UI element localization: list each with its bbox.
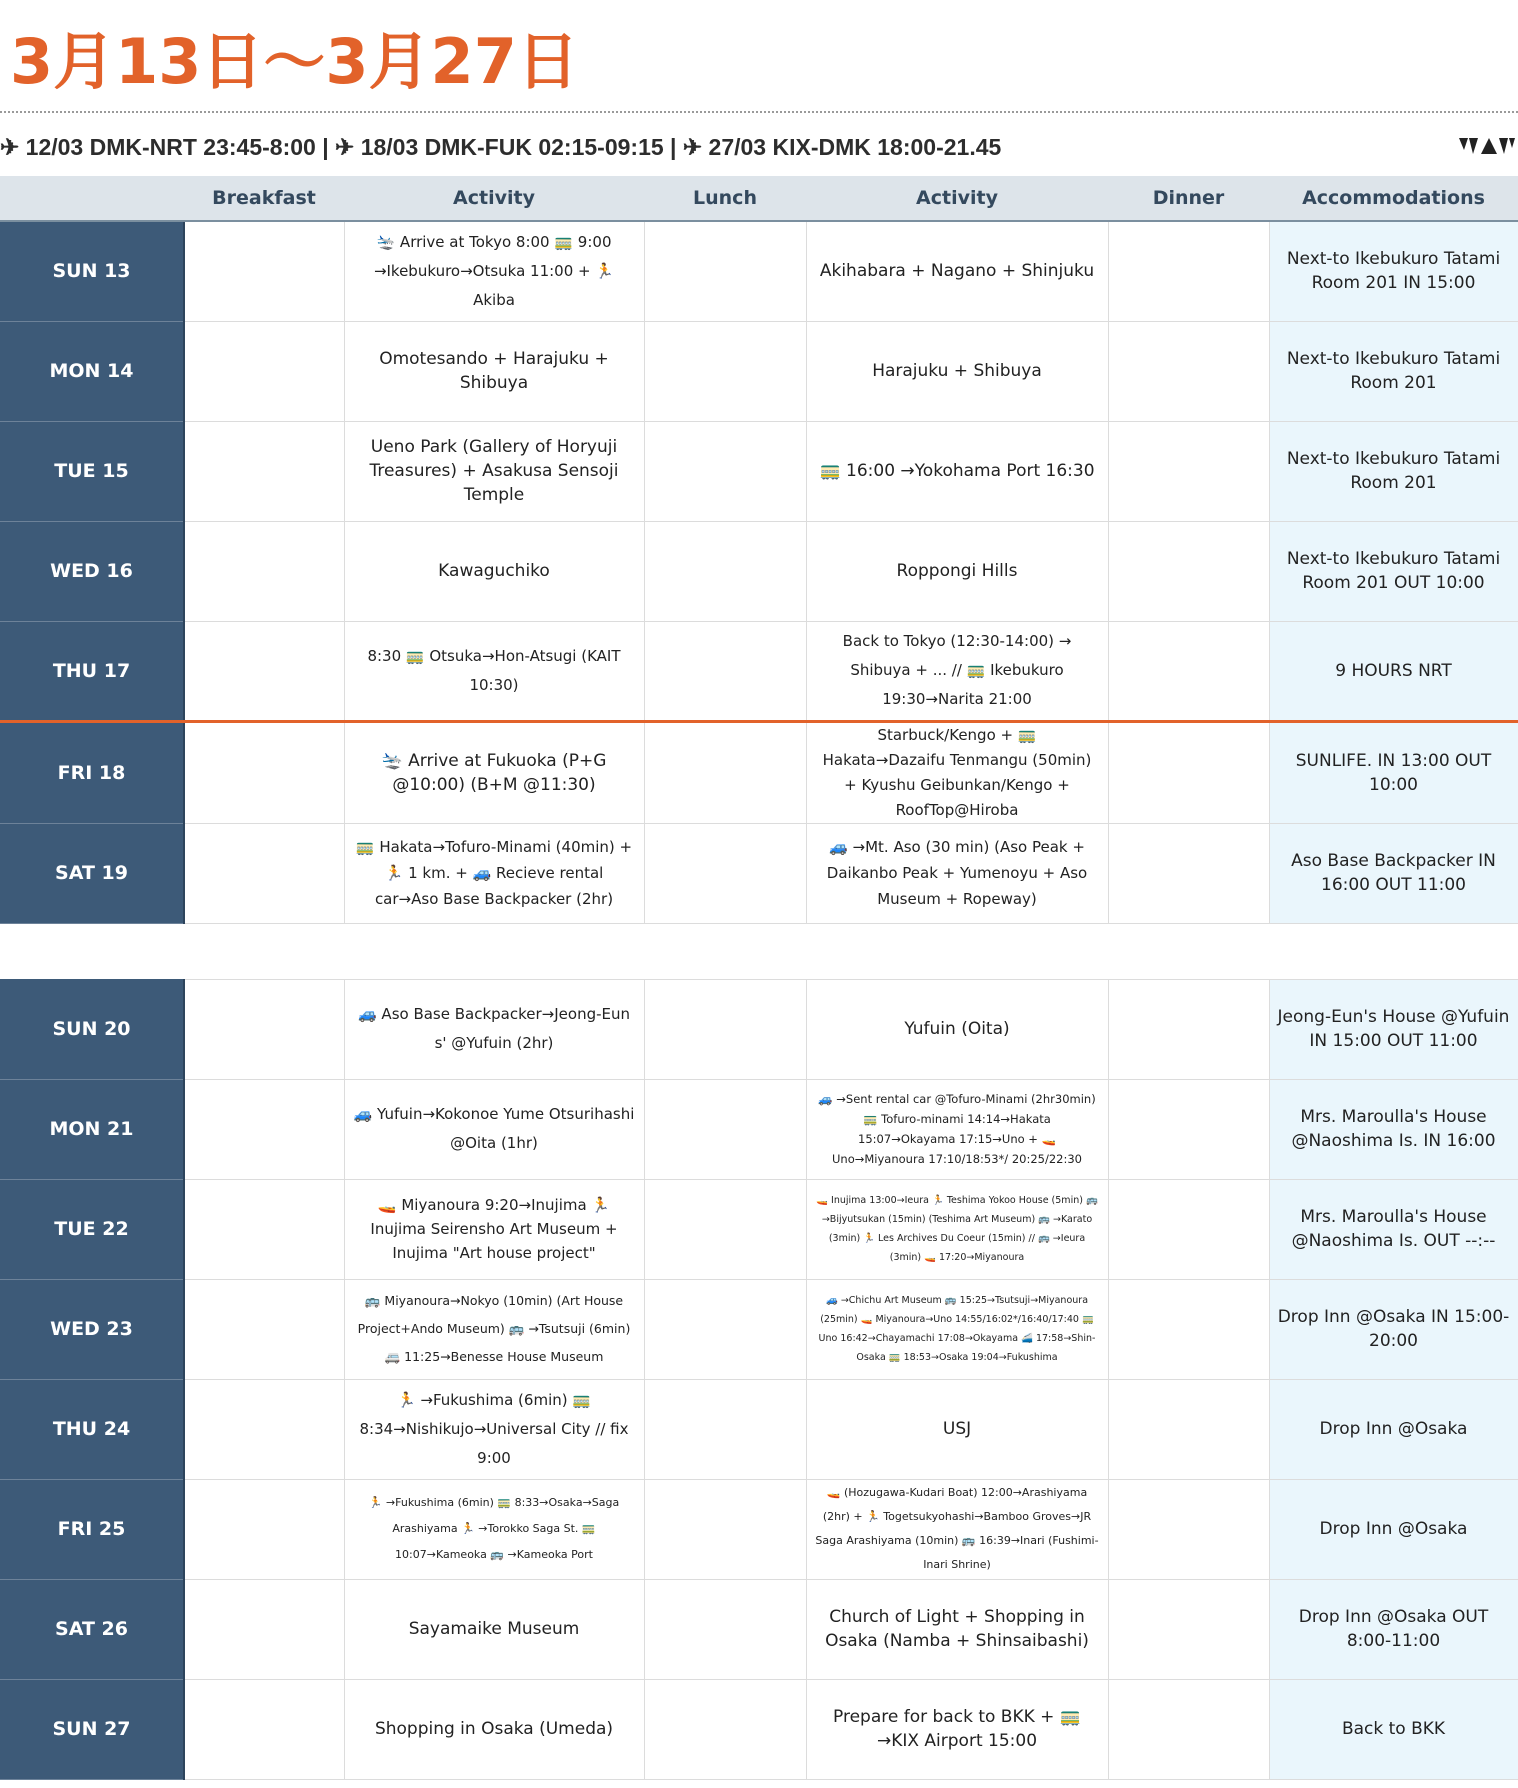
activity-morning-cell: Kawaguchiko <box>344 521 644 621</box>
breakfast-cell <box>184 521 344 621</box>
dinner-cell <box>1108 1479 1269 1579</box>
accommodation-cell: Drop Inn @Osaka <box>1269 1479 1518 1579</box>
activity-morning-cell: 🚙 Aso Base Backpacker→Jeong-Eun s' @Yufuin (2hr) <box>344 979 644 1079</box>
activity-afternoon-cell: 🚤 Inujima 13:00→Ieura 🏃 Teshima Yokoo House (5min) 🚌 →Bijyutsukan (15min) (Teshima Art Museum) 🚌 →Karato (3min) 🏃 Les Archives Du Coeur (15min) // 🚌 →Ieura (3min) 🚤 17:20→Miyanoura <box>806 1179 1108 1279</box>
day-label: WED 16 <box>0 521 184 621</box>
activity-morning-cell: 🚤 Miyanoura 9:20→Inujima 🏃 Inujima Seirensho Art Museum + Inujima "Art house project" <box>344 1179 644 1279</box>
breakfast-cell <box>184 823 344 923</box>
activity-afternoon-cell: Church of Light + Shopping in Osaka (Namba + Shinsaibashi) <box>806 1579 1108 1679</box>
activity-morning-cell: 🛬 Arrive at Tokyo 8:00 🚃 9:00 →Ikebukuro→Otsuka 11:00 + 🏃 Akiba <box>344 221 644 321</box>
dinner-cell <box>1108 1679 1269 1779</box>
accommodation-cell: Jeong-Eun's House @Yufuin IN 15:00 OUT 11:00 <box>1269 979 1518 1079</box>
dinner-cell <box>1108 421 1269 521</box>
day-label: THU 24 <box>0 1379 184 1479</box>
accommodation-cell: Mrs. Maroulla's House @Naoshima Is. OUT --:-- <box>1269 1179 1518 1279</box>
page-title: 3月13日～3月27日 <box>10 25 579 98</box>
table-row <box>0 1579 1518 1679</box>
table-row <box>0 321 1518 421</box>
activity-morning-cell: Ueno Park (Gallery of Horyuji Treasures) + Asakusa Sensoji Temple <box>344 421 644 521</box>
dinner-cell <box>1108 823 1269 923</box>
dinner-cell <box>1108 621 1269 721</box>
breakfast-cell <box>184 1079 344 1179</box>
activity-morning-cell: 🚙 Yufuin→Kokonoe Yume Otsurihashi @Oita (1hr) <box>344 1079 644 1179</box>
lunch-cell <box>644 321 806 421</box>
activity-morning-cell: 🏃 →Fukushima (6min) 🚃 8:34→Nishikujo→Universal City // fix 9:00 <box>344 1379 644 1479</box>
breakfast-cell <box>184 421 344 521</box>
table-row <box>0 823 1518 923</box>
header-activity-afternoon: Activity <box>806 176 1108 221</box>
day-label: SUN 27 <box>0 1679 184 1779</box>
lunch-cell <box>644 1079 806 1179</box>
breakfast-cell <box>184 221 344 321</box>
table-header-row <box>0 176 1518 221</box>
dinner-cell <box>1108 1279 1269 1379</box>
activity-afternoon-cell: 🚙 →Mt. Aso (30 min) (Aso Peak + Daikanbo Peak + Yumenoyu + Aso Museum + Ropeway) <box>806 823 1108 923</box>
accommodation-cell: Aso Base Backpacker IN 16:00 OUT 11:00 <box>1269 823 1518 923</box>
table-row <box>0 1379 1518 1479</box>
activity-afternoon-cell: Prepare for back to BKK + 🚃 →KIX Airport 15:00 <box>806 1679 1108 1779</box>
activity-morning-cell: Shopping in Osaka (Umeda) <box>344 1679 644 1779</box>
table-row <box>0 421 1518 521</box>
accommodation-cell: Mrs. Maroulla's House @Naoshima Is. IN 16:00 <box>1269 1079 1518 1179</box>
dinner-cell <box>1108 1179 1269 1279</box>
breakfast-cell <box>184 1479 344 1579</box>
activity-morning-cell: Omotesando + Harajuku + Shibuya <box>344 321 644 421</box>
accommodation-cell: Drop Inn @Osaka OUT 8:00-11:00 <box>1269 1579 1518 1679</box>
day-label: MON 21 <box>0 1079 184 1179</box>
activity-afternoon-cell: 🚙 →Sent rental car @Tofuro-Minami (2hr30min) 🚃 Tofuro-minami 14:14→Hakata 15:07→Okayama 17:15→Uno + 🚤 Uno→Miyanoura 17:10/18:53*/ 20:25/22:30 <box>806 1079 1108 1179</box>
header-day <box>0 176 184 221</box>
dinner-cell <box>1108 721 1269 823</box>
accommodation-cell: Next-to Ikebukuro Tatami Room 201 OUT 10:00 <box>1269 521 1518 621</box>
accommodation-cell: Drop Inn @Osaka <box>1269 1379 1518 1479</box>
header-activity-morning: Activity <box>344 176 644 221</box>
accommodation-cell: Next-to Ikebukuro Tatami Room 201 IN 15:00 <box>1269 221 1518 321</box>
breakfast-cell <box>184 1179 344 1279</box>
lunch-cell <box>644 421 806 521</box>
activity-afternoon-cell: 🚃 16:00 →Yokohama Port 16:30 <box>806 421 1108 521</box>
lunch-cell <box>644 1179 806 1279</box>
lunch-cell <box>644 1479 806 1579</box>
header-dinner: Dinner <box>1108 176 1269 221</box>
table-row <box>0 1279 1518 1379</box>
activity-afternoon-cell: Starbuck/Kengo + 🚃 Hakata→Dazaifu Tenmangu (50min) + Kyushu Geibunkan/Kengo + RoofTop@Hiroba <box>806 721 1108 823</box>
lunch-cell <box>644 823 806 923</box>
table-row <box>0 521 1518 621</box>
table-row <box>0 721 1518 823</box>
day-label: SAT 19 <box>0 823 184 923</box>
day-label: FRI 18 <box>0 721 184 823</box>
dinner-cell <box>1108 979 1269 1079</box>
day-label: WED 23 <box>0 1279 184 1379</box>
lunch-cell <box>644 721 806 823</box>
breakfast-cell <box>184 1579 344 1679</box>
accommodation-cell: Drop Inn @Osaka IN 15:00-20:00 <box>1269 1279 1518 1379</box>
itinerary-table <box>0 176 1518 1780</box>
table-row <box>0 1479 1518 1579</box>
accommodation-cell: 9 HOURS NRT <box>1269 621 1518 721</box>
activity-morning-cell: 🚃 Hakata→Tofuro-Minami (40min) + 🏃 1 km. + 🚙 Recieve rental car→Aso Base Backpacker (2hr) <box>344 823 644 923</box>
breakfast-cell <box>184 721 344 823</box>
table-row <box>0 979 1518 1079</box>
table-row <box>0 1179 1518 1279</box>
activity-morning-cell: 8:30 🚃 Otsuka→Hon-Atsugi (KAIT 10:30) <box>344 621 644 721</box>
lunch-cell <box>644 979 806 1079</box>
dinner-cell <box>1108 221 1269 321</box>
day-label: SUN 20 <box>0 979 184 1079</box>
breakfast-cell <box>184 1279 344 1379</box>
activity-afternoon-cell: Yufuin (Oita) <box>806 979 1108 1079</box>
dinner-cell <box>1108 321 1269 421</box>
day-label: TUE 22 <box>0 1179 184 1279</box>
table-row <box>0 621 1518 721</box>
day-label: TUE 15 <box>0 421 184 521</box>
flight-summary: ✈ 12/03 DMK-NRT 23:45-8:00 | ✈ 18/03 DMK-FUK 02:15-09:15 | ✈ 27/03 KIX-DMK 18:00-21.45 <box>0 134 1002 160</box>
header-lunch: Lunch <box>644 176 806 221</box>
activity-morning-cell: 🚌 Miyanoura→Nokyo (10min) (Art House Project+Ando Museum) 🚌 →Tsutsuji (6min) 🚐 11:25→Benesse House Museum <box>344 1279 644 1379</box>
header-breakfast: Breakfast <box>184 176 344 221</box>
lunch-cell <box>644 1579 806 1679</box>
lunch-cell <box>644 621 806 721</box>
accommodation-cell: Next-to Ikebukuro Tatami Room 201 <box>1269 421 1518 521</box>
day-label: MON 14 <box>0 321 184 421</box>
lunch-cell <box>644 521 806 621</box>
breakfast-cell <box>184 979 344 1079</box>
dotted-divider <box>0 111 1518 113</box>
accommodation-cell: SUNLIFE. IN 13:00 OUT 10:00 <box>1269 721 1518 823</box>
activity-morning-cell: 🏃 →Fukushima (6min) 🚃 8:33→Osaka→Saga Arashiyama 🏃 →Torokko Saga St. 🚃 10:07→Kameoka 🚌 →Kameoka Port <box>344 1479 644 1579</box>
accommodation-cell: Back to BKK <box>1269 1679 1518 1779</box>
activity-afternoon-cell: Akihabara + Nagano + Shinjuku <box>806 221 1108 321</box>
activity-afternoon-cell: 🚙 →Chichu Art Museum 🚌 15:25→Tsutsuji→Miyanoura (25min) 🚤 Miyanoura→Uno 14:55/16:02*/16:40/17:40 🚃 Uno 16:42→Chayamachi 17:08→Okayama 🚄 17:58→Shin-Osaka 🚃 18:53→Osaka 19:04→Fukushima <box>806 1279 1108 1379</box>
table-row <box>0 1079 1518 1179</box>
activity-afternoon-cell: Harajuku + Shibuya <box>806 321 1108 421</box>
table-row <box>0 1679 1518 1779</box>
dinner-cell <box>1108 1379 1269 1479</box>
dinner-cell <box>1108 1079 1269 1179</box>
activity-afternoon-cell: USJ <box>806 1379 1108 1479</box>
breakfast-cell <box>184 1679 344 1779</box>
breakfast-cell <box>184 1379 344 1479</box>
dinner-cell <box>1108 521 1269 621</box>
day-label: FRI 25 <box>0 1479 184 1579</box>
day-label: SAT 26 <box>0 1579 184 1679</box>
table-gap <box>0 923 1518 979</box>
header-accommodations: Accommodations <box>1269 176 1518 221</box>
lunch-cell <box>644 1279 806 1379</box>
lunch-cell <box>644 221 806 321</box>
day-label: THU 17 <box>0 621 184 721</box>
activity-afternoon-cell: 🚤 (Hozugawa-Kudari Boat) 12:00→Arashiyama (2hr) + 🏃 Togetsukyohashi→Bamboo Groves→JR Saga Arashiyama (10min) 🚌 16:39→Inari (Fushimi-Inari Shrine) <box>806 1479 1108 1579</box>
lunch-cell <box>644 1679 806 1779</box>
accommodation-cell: Next-to Ikebukuro Tatami Room 201 <box>1269 321 1518 421</box>
activity-morning-cell: Sayamaike Museum <box>344 1579 644 1679</box>
breakfast-cell <box>184 621 344 721</box>
activity-afternoon-cell: Back to Tokyo (12:30-14:00) → Shibuya + ... // 🚃 Ikebukuro 19:30→Narita 21:00 <box>806 621 1108 721</box>
activity-afternoon-cell: Roppongi Hills <box>806 521 1108 621</box>
activity-morning-cell: 🛬 Arrive at Fukuoka (P+G @10:00) (B+M @11:30) <box>344 721 644 823</box>
dinner-cell <box>1108 1579 1269 1679</box>
lunch-cell <box>644 1379 806 1479</box>
table-row <box>0 221 1518 321</box>
brand-logo-icon <box>1459 134 1515 158</box>
breakfast-cell <box>184 321 344 421</box>
day-label: SUN 13 <box>0 221 184 321</box>
